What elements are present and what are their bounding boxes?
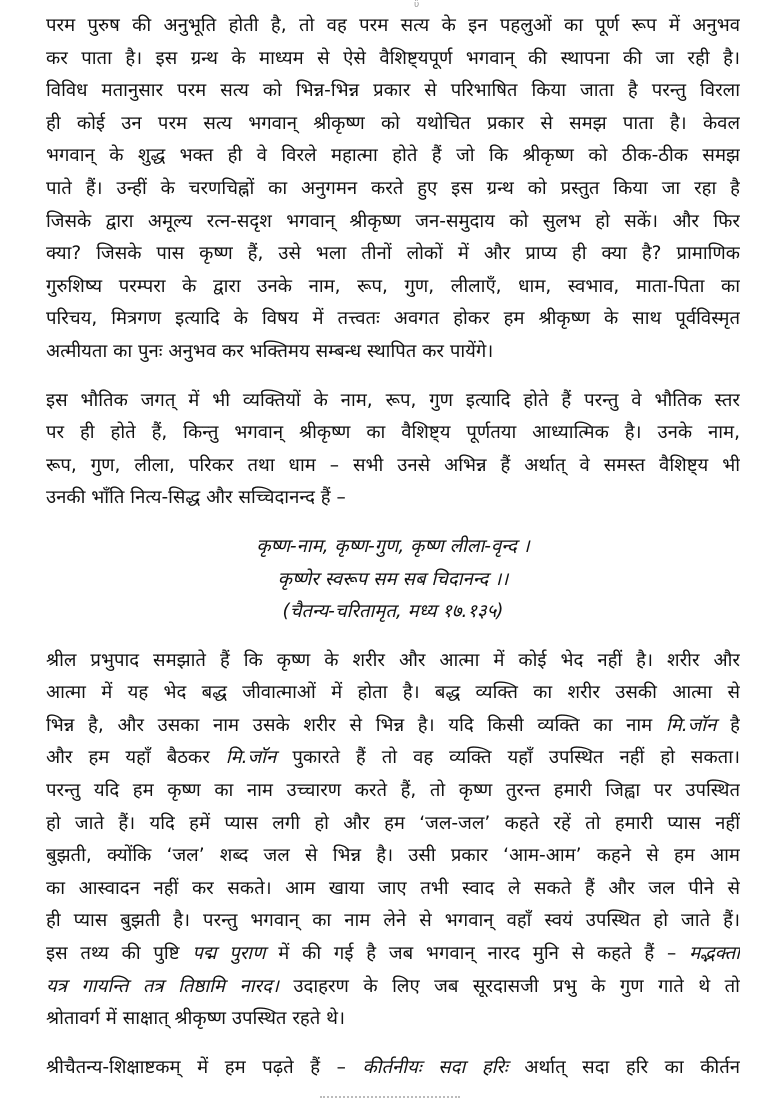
text-segment: भिन्न है, और उसका नाम उसके शरीर से भिन्न है। यदि किसी व्यक्ति का नाम: [46, 714, 666, 736]
italic-text: मद्भक्ता: [689, 943, 740, 965]
text-line: [46, 775, 740, 808]
text-segment: ही कोई उन परम सत्य भगवान् श्रीकृष्ण को यथोचित प्रकार से समझ पाता है। केवल: [46, 112, 740, 134]
text-segment: उदाहरण के लिए जब सूरदासजी प्रभु के गुण गाते थे तो: [278, 975, 740, 997]
text-segment: रूप, गुण, लीला, परिकर तथा धाम – सभी उनसे अभिन्न हैं अर्थात् वे समस्त वैशिष्ट्य भी: [46, 454, 740, 476]
paragraph: [46, 10, 740, 369]
text-segment: जिसके द्वारा अमूल्य रत्न-सदृश भगवान् श्रीकृष्ण जन-समुदाय को सुलभ हो सकें। और फिर: [46, 210, 740, 232]
text-segment: और हम यहाँ बैठकर: [46, 747, 226, 769]
text-line: [46, 108, 740, 141]
paragraph: [46, 385, 740, 515]
text-line: [46, 482, 740, 515]
text-segment: बुझती, क्योंकि ‘जल’ शब्द जल से भिन्न है। उसी प्रकार ‘आम-आम’ कहने से हम आम: [46, 845, 740, 867]
text-line: [46, 564, 740, 597]
text-segment: अर्थात् सदा हरि का कीर्तन: [507, 1056, 740, 1078]
text-segment: पाते हैं। उन्हीं के चरणचिह्नों का अनुगमन करते हुए इस ग्रन्थ को प्रस्तुत किया जा रहा है: [46, 177, 740, 199]
text-line: [46, 1052, 740, 1085]
text-segment: भगवान् के शुद्ध भक्त ही वे विरले महात्मा होते हैं जो कि श्रीकृष्ण को ठीक-ठीक समझ: [46, 145, 740, 167]
text-segment: परिचय, मित्रगण इत्यादि के विषय में तत्त्वतः अवगत होकर हम श्रीकृष्ण के साथ पूर्वविस्मृत: [46, 308, 740, 330]
text-segment: आत्मा में यह भेद बद्ध जीवात्माओं में होता है। बद्ध व्यक्ति का शरीर उसकी आत्मा से: [46, 682, 740, 704]
text-segment: श्रोतावर्ग में साक्षात् श्रीकृष्ण उपस्थित रहते थे।: [46, 1008, 346, 1030]
text-segment: पर ही होते हैं, किन्तु भगवान् श्रीकृष्ण का वैशिष्ट्य पूर्णतया आध्यात्मिक है। उनके नाम,: [46, 422, 740, 444]
italic-text: कीर्तनीयः सदा हरिः: [362, 1056, 508, 1078]
text-line: [46, 450, 740, 483]
italic-text: मि.जॉन: [665, 714, 717, 736]
text-line: [46, 938, 740, 971]
text-line: [46, 645, 740, 678]
text-segment: कर पाता है। इस ग्रन्थ के माध्यम से ऐसे वैशिष्ट्यपूर्ण भगवान् की स्थापना की जा रही है।: [46, 47, 740, 69]
scan-artifact-mark: ΰ: [414, 0, 420, 10]
text-segment: विविध मतानुसार परम सत्य को भिन्न-भिन्न प्रकार से परिभाषित किया जाता है परन्तु विरला: [46, 80, 740, 102]
text-line: [46, 742, 740, 775]
text-line: [46, 417, 740, 450]
text-line: [46, 808, 740, 841]
document-page: [46, 10, 740, 1100]
text-segment: इस तथ्य की पुष्टि: [46, 943, 193, 965]
text-line: [46, 75, 740, 108]
text-segment: अत्मीयता का पुनः अनुभव कर भक्तिमय सम्बन्ध स्थापित कर पायेंगे।: [46, 340, 494, 362]
italic-text: कृष्णेर स्वरूप सम सब चिदानन्द ।।: [277, 568, 509, 590]
paragraph: [46, 645, 740, 1036]
text-segment: में की गई है जब भगवान् नारद मुनि से कहते हैं –: [265, 943, 690, 965]
paragraph: [46, 1052, 740, 1085]
text-line: [46, 43, 740, 76]
text-segment: श्रीचैतन्य-शिक्षाष्टकम् में हम पढ़ते हैं –: [46, 1056, 363, 1078]
text-segment: का आस्वादन नहीं कर सकते। आम खाया जाए तभी स्वाद ले सकते हैं और जल पीने से: [46, 877, 740, 899]
text-segment: परन्तु यदि हम कृष्ण का नाम उच्चारण करते हैं, तो कृष्ण तुरन्त हमारी जिह्वा पर उपस्थित: [46, 780, 740, 802]
text-segment: इस भौतिक जगत् में भी व्यक्तियों के नाम, रूप, गुण इत्यादि होते हैं परन्तु वे भौतिक स्तर: [46, 389, 740, 411]
text-line: [46, 10, 740, 43]
text-line: [46, 385, 740, 418]
text-segment: परम पुरुष की अनुभूति होती है, तो वह परम सत्य के इन पहलुओं का पूर्ण रूप में अनुभव: [46, 15, 740, 36]
text-line: [46, 710, 740, 743]
text-line: [46, 140, 740, 173]
text-line: [46, 873, 740, 906]
text-segment: श्रील प्रभुपाद समझाते हैं कि कृष्ण के शरीर और आत्मा में कोई भेद नहीं है। शरीर और: [46, 649, 740, 671]
text-line: [46, 238, 740, 271]
text-segment: पुकारते हैं तो वह व्यक्ति यहाँ उपस्थित नहीं हो सकता।: [276, 747, 740, 769]
text-segment: ही प्यास बुझती है। परन्तु भगवान् का नाम लेने से भगवान् वहाँ स्वयं उपस्थित हो जाते हैं।: [46, 910, 740, 932]
text-line: [46, 303, 740, 336]
italic-text: पद्म पुराण: [192, 943, 266, 965]
text-line: [46, 905, 740, 938]
text-line: [46, 336, 740, 369]
footer-scan-artifact: [320, 1096, 460, 1101]
text-segment: हो जाते हैं। यदि हमें प्यास लगी हो और हम ‘जल-जल’ कहते रहें तो हमारी प्यास नहीं: [46, 812, 740, 834]
italic-text: मि.जॉन: [225, 747, 277, 769]
text-line: [46, 1003, 740, 1036]
italic-text: यत्र गायन्ति तत्र तिष्ठामि नारद।: [46, 975, 279, 997]
text-line: [46, 531, 740, 564]
text-segment: क्या? जिसके पास कृष्ण हैं, उसे भला तीनों लोकों में और प्राप्य ही क्या है? प्रामाणिक: [46, 243, 740, 265]
text-line: [46, 971, 740, 1004]
text-segment: गुरुशिष्य परम्परा के द्वारा उनके नाम, रूप, गुण, लीलाएँ, धाम, स्वभाव, माता-पिता का: [46, 275, 740, 297]
text-line: [46, 206, 740, 239]
italic-text: (चैतन्य-चरितामृत, मध्य १७.१३५): [282, 601, 504, 623]
text-line: [46, 173, 740, 206]
text-line: [46, 271, 740, 304]
text-line: [46, 596, 740, 629]
text-segment: है: [716, 714, 740, 736]
text-line: [46, 677, 740, 710]
text-segment: उनकी भाँति नित्य-सिद्ध और सच्चिदानन्द हैं –: [46, 487, 346, 509]
text-line: [46, 840, 740, 873]
italic-text: कृष्ण-नाम, कृष्ण-गुण, कृष्ण लीला-वृन्द ।: [256, 535, 530, 557]
verse-quote: [46, 531, 740, 629]
